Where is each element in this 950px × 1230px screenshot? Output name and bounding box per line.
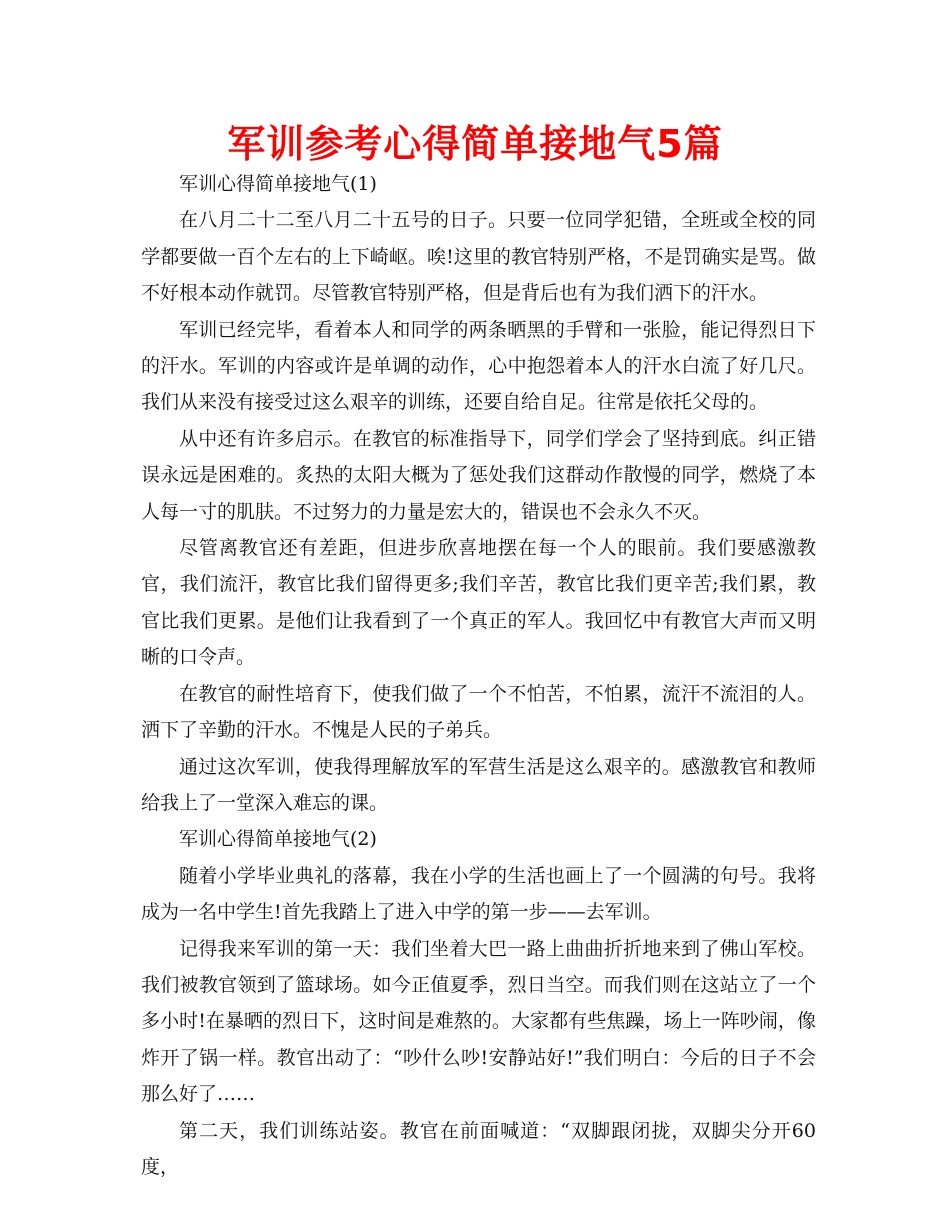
paragraph: 从中还有许多启示。在教官的标准指导下，同学们学会了坚持到底。纠正错误永远是困难的。炙热的太阳大概为了惩处我们这群动作散慢的同学，燃烧了本人每一寸的肌肤。不过努力的力量是宏大的，错误也不会永久不灭。	[141, 427, 816, 523]
section-heading: 军训心得简单接地气(2)	[179, 828, 377, 851]
paragraph: 通过这次军训，使我得理解放军的军营生活是这么艰辛的。感激教官和教师给我上了一堂深入难忘的课。	[141, 755, 816, 814]
paragraph: 随着小学毕业典礼的落幕，我在小学的生活也画上了一个圆满的句号。我将成为一名中学生!首先我踏上了进入中学的第一步——去军训。	[141, 864, 816, 924]
paragraph: 记得我来军训的第一天：我们坐着大巴一路上曲曲折折地来到了佛山军校。我们被教官领到了篮球场。如今正值夏季，烈日当空。而我们则在这站立了一个多小时!在暴晒的烈日下，这时间是难熬的。大家都有些焦躁，场上一阵吵闹，像炸开了锅一样。教官出动了：“吵什么吵!安静站好!”我们明白：今后的日子不会那么好了……	[141, 937, 816, 1106]
paragraph: 尽管离教官还有差距，但进步欣喜地摆在每一个人的眼前。我们要感激教官，我们流汗，教官比我们留得更多;我们辛苦，教官比我们更辛苦;我们累，教官比我们更累。是他们让我看到了一个真正的军人。我回忆中有教官大声而又明晰的口令声。	[141, 537, 816, 669]
section-heading: 军训心得简单接地气(1)	[179, 173, 377, 195]
document-body	[141, 166, 816, 1185]
paragraph: 军训已经完毕，看着本人和同学的两条晒黑的手臂和一张脸，能记得烈日下的汗水。军训的内容或许是单调的动作，心中抱怨着本人的汗水白流了好几尺。我们从来没有接受过这么艰辛的训练，还要自给自足。往常是依托父母的。	[141, 318, 816, 414]
paragraph: 在八月二十二至八月二十五号的日子。只要一位同学犯错，全班或全校的同学都要做一百个左右的上下崎岖。唉!这里的教官特别严格，不是罚确实是骂。做不好根本动作就罚。尽管教官特别严格，但是背后也有为我们洒下的汗水。	[141, 209, 816, 305]
paragraph: 第二天，我们训练站姿。教官在前面喊道：“双脚跟闭拢，双脚尖分开60度，	[141, 1119, 816, 1178]
document-title: 军训参考心得简单接地气5篇	[227, 122, 723, 166]
paragraph: 在教官的耐性培育下，使我们做了一个不怕苦，不怕累，流汗不流泪的人。洒下了辛勤的汗水。不愧是人民的子弟兵。	[141, 682, 816, 742]
